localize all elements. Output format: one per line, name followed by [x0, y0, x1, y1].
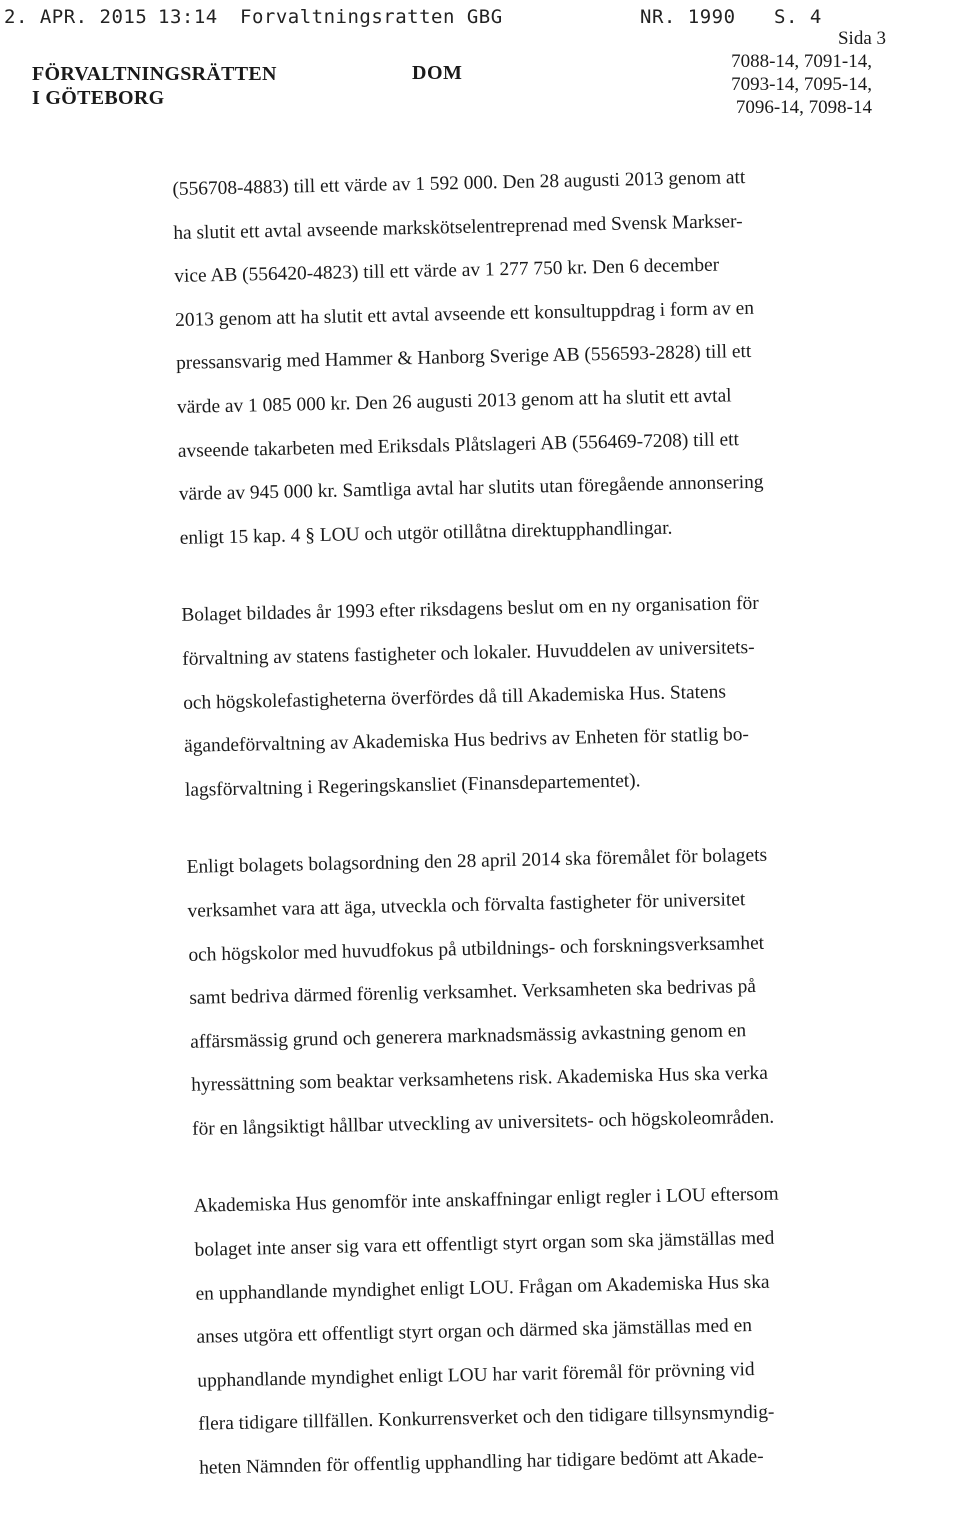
paragraph-line: upphandlande myndighet enligt LOU har varit föremål för prövning vid: [197, 1358, 755, 1392]
fax-header: [4, 6, 950, 36]
court-name-line-2: I GÖTEBORG: [32, 87, 165, 109]
paragraph-line: 2013 genom att ha slutit ett avtal avseende ett konsultuppdrag i form av en: [174, 297, 755, 331]
paragraph: [181, 581, 825, 812]
paragraph-line: och högskolefastigheterna överfördes då till Akademiska Hus. Statens: [182, 681, 727, 714]
paragraph-line: lagsförvaltning i Regeringskansliet (Finansdepartementet).: [184, 770, 641, 801]
paragraph-line: anses utgöra ett offentligt styrt organ och därmed ska jämställas med en: [196, 1315, 753, 1348]
paragraph-line: Akademiska Hus genomför inte anskaffningar enligt regler i LOU eftersom: [193, 1183, 779, 1218]
document-body: [172, 155, 840, 1524]
paragraph: [172, 155, 820, 561]
paragraph-line: värde av 1 085 000 kr. Den 26 augusti 2013 genom att ha slutit ett avtal: [176, 385, 732, 418]
paragraph-line: samt bedriva därmed förenlig verksamhet. Verksamheten ska bedrivas på: [189, 976, 757, 1009]
fax-sender: Forvaltningsratten GBG: [240, 6, 503, 28]
court-name-line-1: FÖRVALTNINGSRÄTTEN: [32, 63, 277, 85]
case-numbers-line: 7093-14, 7095-14,: [731, 74, 872, 95]
fax-number: NR. 1990: [640, 6, 736, 28]
paragraph: [193, 1172, 839, 1490]
paragraph-line: (556708-4883) till ett värde av 1 592 000. Den 28 augusti 2013 genom att: [172, 166, 746, 200]
paragraph-line: flera tidigare tillfällen. Konkurrensverket och den tidigare tillsynsmyndig-: [198, 1402, 775, 1436]
paragraph-line: vice AB (556420-4823) till ett värde av 1 277 750 kr. Den 6 december: [174, 254, 720, 288]
paragraph-line: för en långsiktigt hållbar utveckling av universitets- och högskoleområden.: [191, 1106, 775, 1140]
court-name: [32, 62, 277, 110]
paragraph-line: Enligt bolagets bolagsordning den 28 april 2014 ska föremålet för bolagets: [186, 845, 768, 879]
page-number: Sida 3: [837, 28, 886, 49]
paragraph-line: heten Nämnden för offentlig upphandling har tidigare bedömt att Akade-: [199, 1445, 764, 1479]
document-type: DOM: [412, 62, 463, 84]
case-numbers-line: 7096-14, 7098-14: [735, 97, 872, 118]
paragraph-line: Bolaget bildades år 1993 efter riksdagens beslut om en ny organisation för: [181, 593, 759, 627]
paragraph-line: ha slutit ett avtal avseende markskötselentreprenad med Svensk Markser-: [173, 210, 743, 244]
paragraph-line: affärsmässig grund och generera marknadsmässig avkastning genom en: [190, 1019, 747, 1053]
case-numbers-line: 7088-14, 7091-14,: [731, 51, 872, 72]
paragraph-line: enligt 15 kap. 4 § LOU och utgör otillåtna direktupphandlingar.: [179, 517, 673, 549]
fax-time: 13:14: [158, 6, 218, 28]
paragraph-line: hyressättning som beaktar verksamhetens risk. Akademiska Hus ska verka: [191, 1063, 769, 1097]
fax-page: S. 4: [774, 6, 822, 28]
paragraph: [186, 833, 832, 1151]
case-numbers: [731, 50, 872, 119]
paragraph-line: avseende takarbeten med Eriksdals Plåtslageri AB (556469-7208) till ett: [177, 428, 740, 462]
paragraph-line: och högskolor med huvudfokus på utbildnings- och forskningsverksamhet: [188, 932, 765, 966]
paragraph-line: en upphandlande myndighet enligt LOU. Frågan om Akademiska Hus ska: [195, 1271, 770, 1305]
paragraph-line: bolaget inte anser sig vara ett offentligt styrt organ som ska jämställas med: [194, 1227, 775, 1261]
paragraph-line: värde av 945 000 kr. Samtliga avtal har slutits utan föregående annonsering: [178, 471, 764, 506]
paragraph-line: ägandeförvaltning av Akademiska Hus bedrivs av Enheten för statlig bo-: [183, 724, 750, 757]
paragraph-line: pressansvarig med Hammer & Hanborg Sverige AB (556593-2828) till ett: [175, 341, 752, 375]
paragraph-line: verksamhet vara att äga, utveckla och förvalta fastigheter för universitet: [187, 889, 746, 922]
paragraph-line: förvaltning av statens fastigheter och lokaler. Huvuddelen av universitets-: [182, 636, 755, 670]
fax-date: 2. APR. 2015: [4, 6, 148, 28]
